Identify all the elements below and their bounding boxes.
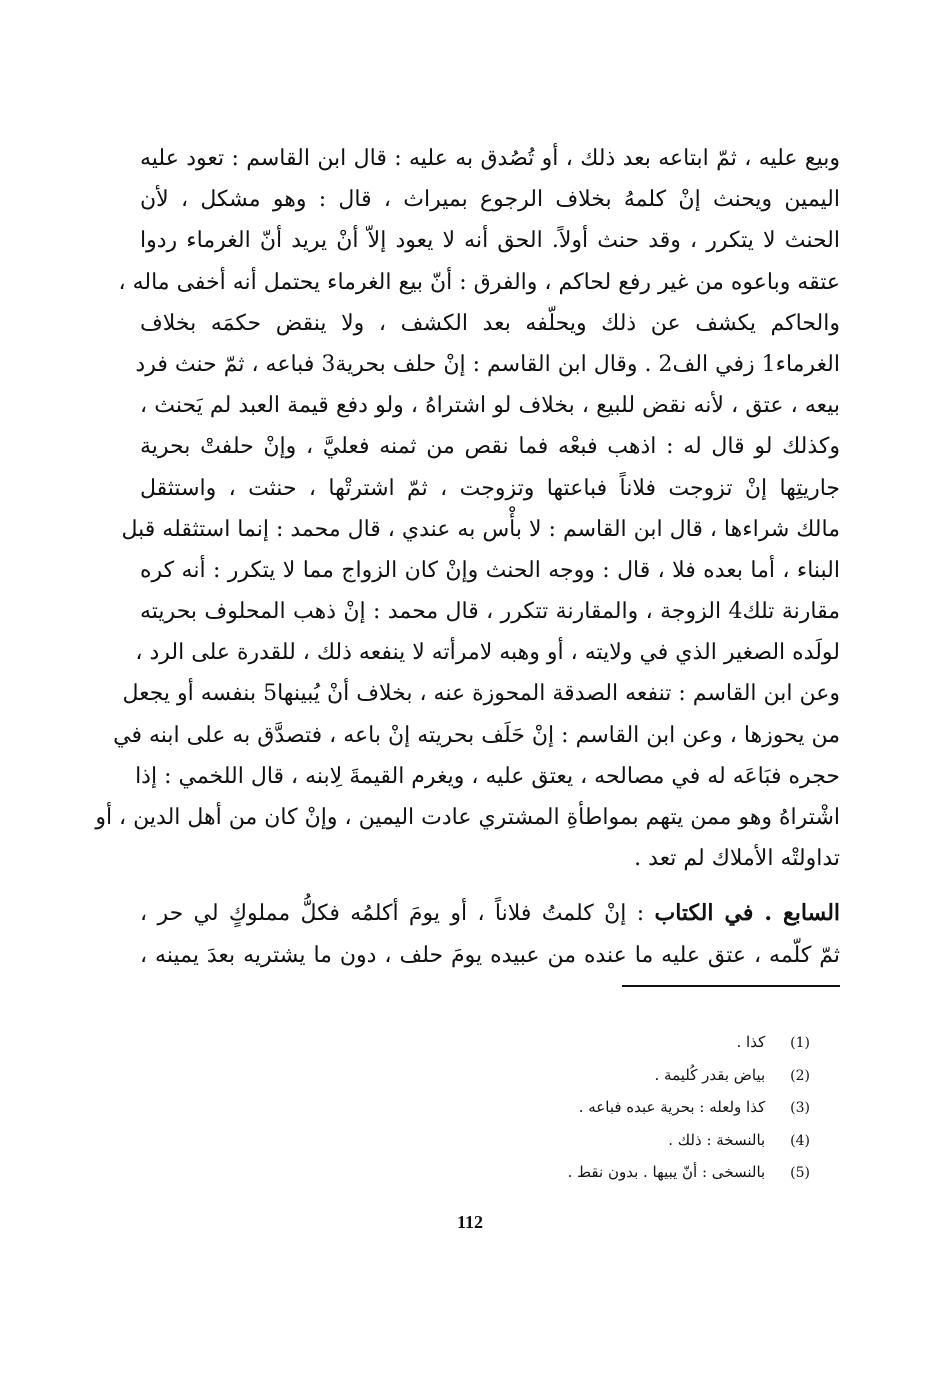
footnotes bbox=[380, 1026, 810, 1189]
section-line bbox=[140, 893, 840, 934]
text-line: اشْتراهُ وهو ممن يتهم بمواطأةِ المشتري عادت اليمين ، وإنْ كان من أهل الدين ، أو bbox=[95, 805, 840, 830]
footnote-text: بياض بقدر كُليمة . bbox=[654, 1065, 766, 1084]
footnote-number: (3) bbox=[790, 1100, 810, 1116]
footnote-text: كذا ولعله : بحرية عبده فباعه . bbox=[578, 1098, 766, 1116]
text-line: عتقه وباعوه من غير رفع لحاكم ، والفرق : أنّ بيع الغرماء يحتمل أنه أخفى ماله ، bbox=[118, 269, 840, 295]
paragraph-gap bbox=[140, 879, 840, 893]
footnote-item bbox=[380, 1156, 810, 1189]
footnote-text: بالنسخة : ذلك . bbox=[668, 1130, 766, 1149]
text-line: من يحوزها ، وعن ابن القاسم : إنْ حَلَف بحريته إنْ باعه ، فتصدَّق به على ابنه في bbox=[113, 722, 840, 748]
text-line: وعن ابن القاسم : تنفعه الصدقة المحوزة عنه ، بخلاف أنْ يُبينها5 بنفسه أو يجعل bbox=[122, 681, 840, 707]
footnote-number: (4) bbox=[790, 1132, 810, 1149]
text-line: تداولتْه الأملاك لم تعد . bbox=[634, 846, 840, 872]
text-line: جاريتِها إنْ تزوجت فلاناً فباعتها وتزوجت ، ثمّ اشترتْها ، حنثت ، واستثقل bbox=[140, 475, 840, 501]
page-number: 112 bbox=[456, 1212, 483, 1232]
text-line: الغرماء1 زفي الف2 . وقال ابن القاسم : إنْ حلف بحرية3 فباعه ، ثمّ حنث فرد bbox=[135, 351, 840, 377]
footnote-item bbox=[380, 1124, 810, 1157]
text-line: مالك شراءها ، قال ابن القاسم : لا بأْس به عندي ، قال محمد : إنما استثقله قبل bbox=[121, 516, 840, 542]
footnote-item bbox=[380, 1026, 810, 1059]
text-line: اليمين ويحنث إنْ كلمهُ بخلاف الرجوع بميراث ، قال : وهو مشكل ، لأن bbox=[140, 187, 840, 213]
text-line: ثمّ كلّمه ، عتق عليه ما عنده من عبيده يومَ حلف ، دون ما يشتريه بعدَ يمينه ، bbox=[140, 942, 840, 968]
footnote-divider bbox=[622, 985, 840, 987]
section-text: : إنْ كلمتُ فلاناً ، أو يومَ أكلمُه فكلُّ مملوكٍ لي حر ، bbox=[140, 901, 645, 927]
footnote-text: كذا . bbox=[736, 1033, 766, 1051]
text-line: بيعه ، عتق ، لأنه نقض للبيع ، بخلاف لو اشتراهُ ، ولو دفع قيمة العبد لم يَحنث ، bbox=[140, 393, 840, 419]
text-line: لولَده الصغير الذي في ولايته ، أو وهبه لامرأته لا ينفعه ذلك ، للقدرة على الرد ، bbox=[135, 640, 840, 666]
text-line: وبيع عليه ، ثمّ ابتاعه بعد ذلك ، أو تُصُدق به عليه : قال ابن القاسم : تعود عليه bbox=[140, 146, 840, 171]
text-line: والحاكم يكشف عن ذلك ويحلّفه بعد الكشف ، ولا ينقض حكمَه بخلاف bbox=[140, 310, 840, 336]
footnote-text: بالنسخى : أنّ يبيها . بدون نقط . bbox=[567, 1163, 766, 1181]
text-line: مقارنة تلك4 الزوجة ، والمقارنة تتكرر ، قال محمد : إنْ ذهب المحلوف بحريته bbox=[140, 599, 840, 625]
section-heading: السابع . في الكتاب bbox=[654, 900, 841, 927]
footnote-item bbox=[380, 1059, 810, 1092]
footnote-number: (1) bbox=[790, 1035, 810, 1051]
footnote-item bbox=[380, 1091, 810, 1124]
main-text bbox=[95, 138, 841, 976]
footnote-number: (2) bbox=[790, 1067, 810, 1084]
text-line: البناء ، أما بعده فلا ، قال : ووجه الحنث وإنْ كان الزواج مما لا يتكرر : أنه كره bbox=[140, 557, 840, 583]
text-line: وكذلك لو قال له : اذهب فبعْه فما نقص من ثمنه فعليَّ ، وإنْ حلفتْ بحرية bbox=[140, 434, 840, 460]
footnote-number: (5) bbox=[790, 1165, 810, 1181]
text-line: حجره فبَاعَه له في مصالحه ، يعتق عليه ، ويغرم القيمةَ لِابنه ، قال اللخمي : إذا bbox=[135, 763, 840, 789]
text-line: الحنث لا يتكرر ، وقد حنث أولاً. الحق أنه لا يعود إلاّ أنْ يريد أنّ الغرماء ردوا bbox=[140, 228, 840, 254]
